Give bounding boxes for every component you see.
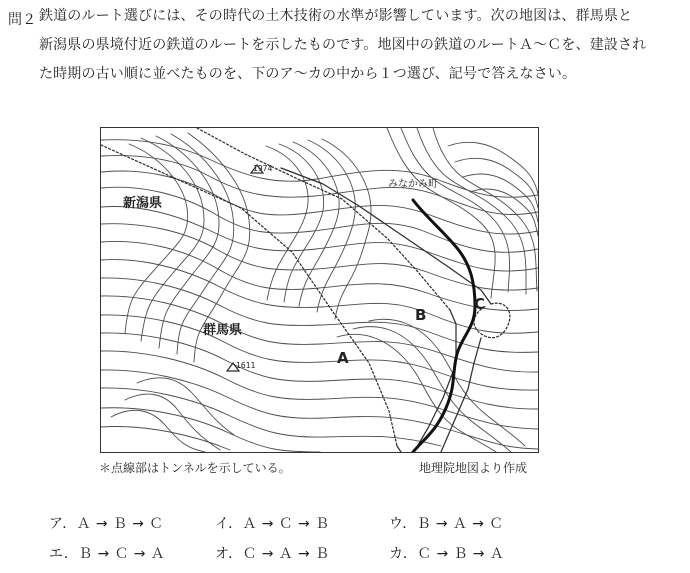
choice-option-a: ア．Ａ → Ｂ → Ｃ [49, 516, 164, 532]
source-note: 地理院地図より作成 [419, 461, 528, 475]
map-drawing [101, 128, 538, 452]
choice-option-b: イ．Ａ → Ｃ → Ｂ [215, 516, 330, 532]
route-a-label: A [337, 349, 349, 367]
choice-option-f: カ．Ｃ → Ｂ → Ａ [389, 546, 505, 562]
route-b-label: B [415, 306, 427, 324]
route-c-label: C [474, 295, 486, 313]
question-line-1: 鉄道のルート選びには、その時代の土木技術の水準が影響しています。次の地図は、群馬県と [39, 8, 633, 24]
niigata-label: 新潟県 [123, 196, 163, 211]
choice-option-e: オ．Ｃ → Ａ → Ｂ [215, 546, 330, 562]
topographic-map [100, 127, 539, 453]
elevation-1974-label: 1974 [253, 164, 273, 173]
elevation-1611-label: 1611 [236, 361, 256, 370]
gunma-label: 群馬県 [203, 323, 243, 338]
question-line-2: 新潟県の県境付近の鉄道のルートを示したものです。地図中の鉄道のルートＡ～Ｃを、建設され [39, 37, 647, 53]
question-number: 問２ [8, 12, 37, 28]
tunnel-note: ＊点線部はトンネルを示している。 [99, 461, 291, 475]
choice-option-d: エ．Ｂ → Ｃ → Ａ [49, 546, 166, 562]
question-line-3: た時期の古い順に並べたものを、下のア～カの中から１つ選び、記号で答えなさい。 [39, 66, 577, 82]
minakami-label: みなかみ町 [388, 179, 438, 190]
choice-option-c: ウ．Ｂ → Ａ → Ｃ [389, 516, 504, 532]
